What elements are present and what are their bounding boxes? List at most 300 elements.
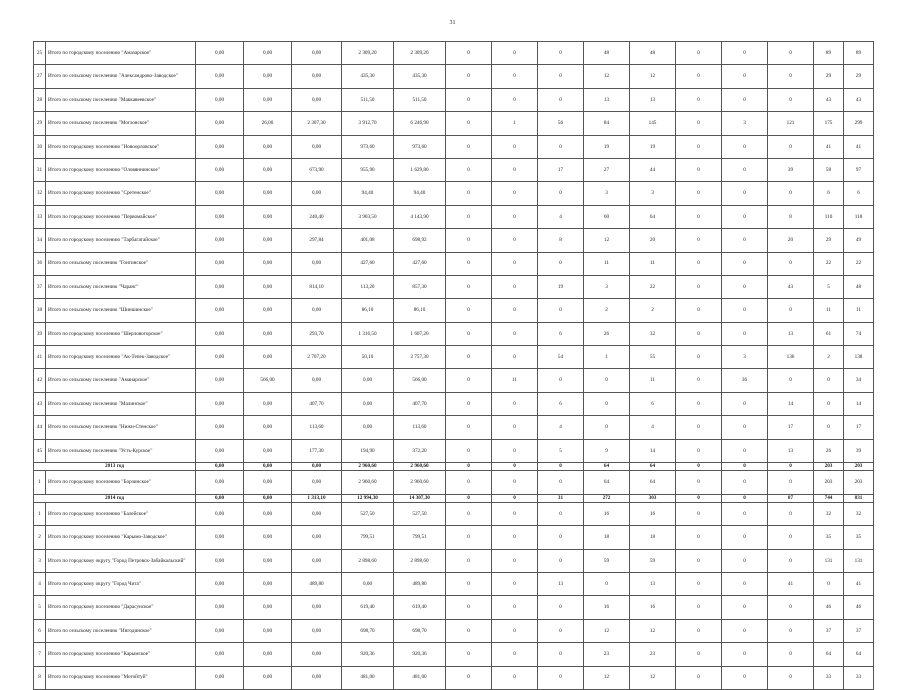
value-cell: 87 <box>768 494 814 502</box>
value-cell: 0,00 <box>196 299 244 322</box>
table-row <box>34 439 874 462</box>
value-cell: 0 <box>722 463 768 471</box>
value-cell: 26 <box>584 322 630 345</box>
settlement-name: Итого по сельскому поселению "Усть-Курское" <box>46 439 196 462</box>
value-cell: 0 <box>676 643 722 666</box>
value-cell: 23 <box>630 643 676 666</box>
value-cell: 3 <box>722 112 768 135</box>
row-number: 27 <box>34 65 46 88</box>
value-cell: 0 <box>446 322 492 345</box>
table-row <box>34 158 874 181</box>
value-cell: 22 <box>630 275 676 298</box>
value-cell: 0 <box>446 65 492 88</box>
value-cell: 0,00 <box>244 494 292 502</box>
table-row <box>34 572 874 595</box>
value-cell: 0 <box>768 549 814 572</box>
value-cell: 0 <box>768 502 814 525</box>
value-cell: 0,00 <box>196 275 244 298</box>
value-cell: 0 <box>492 494 538 502</box>
value-cell: 0,00 <box>196 596 244 619</box>
settlement-name: Итого по сельскому поселению "Могзонское" <box>46 112 196 135</box>
value-cell: 2 <box>584 299 630 322</box>
value-cell: 0,00 <box>342 392 394 415</box>
value-cell: 0 <box>722 392 768 415</box>
value-cell: 0 <box>722 643 768 666</box>
value-cell: 1 316,50 <box>342 322 394 345</box>
row-number: 34 <box>34 229 46 252</box>
value-cell: 0 <box>446 88 492 111</box>
value-cell: 0 <box>768 299 814 322</box>
value-cell: 17 <box>844 416 874 439</box>
value-cell: 131 <box>814 549 844 572</box>
value-cell: 41 <box>768 572 814 595</box>
value-cell: 32 <box>630 322 676 345</box>
value-cell: 3 <box>630 182 676 205</box>
value-cell: 41 <box>844 135 874 158</box>
value-cell: 36 <box>722 369 768 392</box>
value-cell: 744 <box>814 494 844 502</box>
value-cell: 0 <box>492 182 538 205</box>
value-cell: 0 <box>814 369 844 392</box>
value-cell: 0 <box>538 135 584 158</box>
value-cell: 0 <box>446 596 492 619</box>
value-cell: 0 <box>722 275 768 298</box>
value-cell: 29 <box>814 229 844 252</box>
value-cell: 0,00 <box>196 229 244 252</box>
value-cell: 303 <box>630 494 676 502</box>
value-cell: 0,00 <box>244 463 292 471</box>
value-cell: 61 <box>814 322 844 345</box>
value-cell: 0,00 <box>244 666 292 689</box>
value-cell: 973,60 <box>342 135 394 158</box>
settlement-name: Итого по городскому поселению "Могойтуй" <box>46 666 196 689</box>
value-cell: 0 <box>492 596 538 619</box>
value-cell: 814,10 <box>292 275 342 298</box>
value-cell: 435,30 <box>342 65 394 88</box>
value-cell: 60 <box>584 205 630 228</box>
value-cell: 0 <box>676 252 722 275</box>
value-cell: 0 <box>492 65 538 88</box>
value-cell: 194,90 <box>342 439 394 462</box>
value-cell: 0,00 <box>292 299 342 322</box>
value-cell: 0,00 <box>196 439 244 462</box>
value-cell: 0 <box>676 65 722 88</box>
value-cell: 12 <box>630 666 676 689</box>
value-cell: 0 <box>768 182 814 205</box>
value-cell: 29 <box>844 65 874 88</box>
value-cell: 0 <box>722 65 768 88</box>
value-cell: 12 <box>630 65 676 88</box>
value-cell: 9 <box>584 439 630 462</box>
value-cell: 0 <box>676 572 722 595</box>
value-cell: 0 <box>538 463 584 471</box>
value-cell: 33 <box>814 666 844 689</box>
value-cell: 6 246,90 <box>394 112 446 135</box>
value-cell: 2 960,60 <box>394 471 446 494</box>
value-cell: 0 <box>676 502 722 525</box>
value-cell: 64 <box>844 643 874 666</box>
settlement-name: Итого по сельскому поселению "Маккавеевское" <box>46 88 196 111</box>
table-row <box>34 299 874 322</box>
table-row <box>34 88 874 111</box>
table-row <box>34 369 874 392</box>
value-cell: 0,00 <box>244 182 292 205</box>
value-cell: 3 903,50 <box>342 205 394 228</box>
value-cell: 0,00 <box>244 619 292 642</box>
value-cell: 0 <box>446 549 492 572</box>
value-cell: 0 <box>676 88 722 111</box>
value-cell: 0 <box>814 572 844 595</box>
value-cell: 489,80 <box>292 572 342 595</box>
value-cell: 0 <box>676 322 722 345</box>
value-cell: 113,60 <box>394 416 446 439</box>
table-row <box>34 182 874 205</box>
value-cell: 0 <box>446 471 492 494</box>
value-cell: 131 <box>844 549 874 572</box>
value-cell: 23 <box>584 643 630 666</box>
value-cell: 64 <box>584 463 630 471</box>
value-cell: 34 <box>844 369 874 392</box>
row-number: 31 <box>34 158 46 181</box>
value-cell: 920,36 <box>342 643 394 666</box>
value-cell: 1 313,10 <box>292 494 342 502</box>
value-cell: 0 <box>676 229 722 252</box>
value-cell: 489,80 <box>394 572 446 595</box>
value-cell: 0 <box>768 471 814 494</box>
value-cell: 18 <box>630 526 676 549</box>
value-cell: 0 <box>492 88 538 111</box>
value-cell: 84 <box>584 112 630 135</box>
value-cell: 59 <box>584 549 630 572</box>
value-cell: 35 <box>814 526 844 549</box>
value-cell: 203 <box>844 471 874 494</box>
row-number: 42 <box>34 369 46 392</box>
value-cell: 0 <box>768 596 814 619</box>
settlement-name: Итого по городскому поселению "Балейское" <box>46 502 196 525</box>
settlement-name: Итого по городскому поселению "Амазарское" <box>46 42 196 65</box>
table-body <box>34 42 874 690</box>
value-cell: 0,00 <box>196 666 244 689</box>
row-number: 3 <box>34 549 46 572</box>
value-cell: 14 <box>630 439 676 462</box>
table-row <box>34 416 874 439</box>
value-cell: 0,00 <box>244 596 292 619</box>
value-cell: 11 <box>492 369 538 392</box>
value-cell: 11 <box>630 252 676 275</box>
value-cell: 0 <box>492 299 538 322</box>
row-number: 38 <box>34 299 46 322</box>
value-cell: 0 <box>676 275 722 298</box>
value-cell: 0,00 <box>196 42 244 65</box>
value-cell: 0 <box>722 572 768 595</box>
value-cell: 0 <box>538 182 584 205</box>
value-cell: 0,00 <box>292 643 342 666</box>
value-cell: 0,00 <box>196 463 244 471</box>
value-cell: 435,30 <box>394 65 446 88</box>
value-cell: 0,00 <box>292 369 342 392</box>
value-cell: 0 <box>492 439 538 462</box>
value-cell: 3 <box>722 346 768 369</box>
value-cell: 0,00 <box>292 526 342 549</box>
value-cell: 121 <box>768 112 814 135</box>
table-row <box>34 526 874 549</box>
value-cell: 0,00 <box>196 346 244 369</box>
value-cell: 0,00 <box>196 88 244 111</box>
value-cell: 13 <box>630 572 676 595</box>
value-cell: 2 898,60 <box>342 549 394 572</box>
value-cell: 8 <box>538 229 584 252</box>
value-cell: 0 <box>676 42 722 65</box>
value-cell: 0 <box>538 666 584 689</box>
value-cell: 566,00 <box>244 369 292 392</box>
value-cell: 0 <box>446 299 492 322</box>
value-cell: 0 <box>538 526 584 549</box>
value-cell: 118 <box>844 205 874 228</box>
value-cell: 0,00 <box>244 549 292 572</box>
value-cell: 0 <box>676 439 722 462</box>
value-cell: 0 <box>676 463 722 471</box>
value-cell: 0,00 <box>196 471 244 494</box>
value-cell: 0 <box>722 526 768 549</box>
value-cell: 0,00 <box>196 369 244 392</box>
value-cell: 113,20 <box>342 275 394 298</box>
value-cell: 17 <box>768 416 814 439</box>
value-cell: 831 <box>844 494 874 502</box>
value-cell: 0 <box>768 252 814 275</box>
value-cell: 64 <box>630 471 676 494</box>
value-cell: 698,70 <box>394 619 446 642</box>
row-number: 1 <box>34 471 46 494</box>
value-cell: 0 <box>538 549 584 572</box>
value-cell: 46 <box>844 596 874 619</box>
row-number: 8 <box>34 666 46 689</box>
value-cell: 0 <box>722 205 768 228</box>
value-cell: 2 757,30 <box>394 346 446 369</box>
value-cell: 64 <box>584 471 630 494</box>
value-cell: 0,00 <box>244 471 292 494</box>
value-cell: 0 <box>676 416 722 439</box>
value-cell: 5 <box>814 275 844 298</box>
value-cell: 32 <box>814 502 844 525</box>
value-cell: 14 <box>844 392 874 415</box>
row-number: 1 <box>34 502 46 525</box>
value-cell: 0,00 <box>196 322 244 345</box>
value-cell: 0 <box>492 643 538 666</box>
value-cell: 0 <box>446 369 492 392</box>
value-cell: 0,00 <box>244 526 292 549</box>
value-cell: 566,00 <box>394 369 446 392</box>
value-cell: 2 898,60 <box>394 549 446 572</box>
value-cell: 0,00 <box>244 252 292 275</box>
value-cell: 0,00 <box>244 205 292 228</box>
row-number: 29 <box>34 112 46 135</box>
value-cell: 14 307,30 <box>394 494 446 502</box>
year-label: 2014 год <box>34 494 196 502</box>
value-cell: 272 <box>584 494 630 502</box>
value-cell: 16 <box>584 596 630 619</box>
value-cell: 0 <box>446 112 492 135</box>
value-cell: 1 607,20 <box>394 322 446 345</box>
value-cell: 43 <box>844 88 874 111</box>
value-cell: 22 <box>844 252 874 275</box>
data-table <box>33 41 874 690</box>
value-cell: 18 <box>584 526 630 549</box>
value-cell: 0 <box>676 549 722 572</box>
settlement-name: Итого по городскому округу "Город Петровск-Забайкальский" <box>46 549 196 572</box>
value-cell: 58 <box>814 158 844 181</box>
value-cell: 6 <box>814 182 844 205</box>
value-cell: 2 707,20 <box>292 346 342 369</box>
value-cell: 203 <box>814 471 844 494</box>
table-total-row <box>34 463 874 471</box>
value-cell: 0 <box>446 275 492 298</box>
row-number: 5 <box>34 596 46 619</box>
value-cell: 6 <box>630 392 676 415</box>
value-cell: 0 <box>722 158 768 181</box>
value-cell: 0 <box>492 502 538 525</box>
value-cell: 0,00 <box>196 182 244 205</box>
value-cell: 0 <box>492 416 538 439</box>
year-label: 2013 год <box>34 463 196 471</box>
value-cell: 74 <box>844 322 874 345</box>
value-cell: 0 <box>492 392 538 415</box>
value-cell: 0 <box>446 205 492 228</box>
value-cell: 0 <box>722 494 768 502</box>
row-number: 33 <box>34 205 46 228</box>
value-cell: 175 <box>814 112 844 135</box>
value-cell: 0,00 <box>196 112 244 135</box>
value-cell: 0,00 <box>196 502 244 525</box>
value-cell: 0 <box>446 572 492 595</box>
row-number: 25 <box>34 42 46 65</box>
row-number: 36 <box>34 252 46 275</box>
table-row <box>34 502 874 525</box>
value-cell: 6 <box>538 392 584 415</box>
value-cell: 138 <box>844 346 874 369</box>
row-number: 41 <box>34 346 46 369</box>
value-cell: 203 <box>844 463 874 471</box>
value-cell: 297,84 <box>292 229 342 252</box>
value-cell: 0 <box>676 182 722 205</box>
settlement-name: Итого по городскому поселению "Тарбагатайское" <box>46 229 196 252</box>
value-cell: 89 <box>814 42 844 65</box>
value-cell: 0,00 <box>196 572 244 595</box>
value-cell: 0,00 <box>196 526 244 549</box>
value-cell: 49 <box>844 229 874 252</box>
value-cell: 41 <box>814 135 844 158</box>
row-number: 39 <box>34 322 46 345</box>
table-row <box>34 619 874 642</box>
value-cell: 26,00 <box>244 112 292 135</box>
value-cell: 0 <box>676 471 722 494</box>
value-cell: 0,00 <box>292 463 342 471</box>
value-cell: 0 <box>538 471 584 494</box>
settlement-name: Итого по городскому поселению "Оловяннинское" <box>46 158 196 181</box>
value-cell: 0 <box>722 252 768 275</box>
value-cell: 0,00 <box>196 494 244 502</box>
value-cell: 0,00 <box>196 158 244 181</box>
value-cell: 0,00 <box>196 416 244 439</box>
value-cell: 110 <box>814 205 844 228</box>
value-cell: 698,70 <box>342 619 394 642</box>
value-cell: 27 <box>584 158 630 181</box>
value-cell: 56 <box>538 112 584 135</box>
value-cell: 0 <box>492 205 538 228</box>
value-cell: 145 <box>630 112 676 135</box>
value-cell: 401,08 <box>342 229 394 252</box>
value-cell: 0 <box>676 392 722 415</box>
value-cell: 0,00 <box>292 135 342 158</box>
value-cell: 11 <box>844 299 874 322</box>
value-cell: 0 <box>446 346 492 369</box>
value-cell: 0 <box>676 135 722 158</box>
value-cell: 0,00 <box>244 643 292 666</box>
value-cell: 16 <box>630 502 676 525</box>
settlement-name: Итого по городскому поселению "Борзинское" <box>46 471 196 494</box>
value-cell: 0 <box>446 416 492 439</box>
value-cell: 2 307,30 <box>292 112 342 135</box>
value-cell: 0 <box>768 42 814 65</box>
value-cell: 2 960,60 <box>342 463 394 471</box>
value-cell: 619,40 <box>342 596 394 619</box>
value-cell: 11 <box>584 252 630 275</box>
value-cell: 0 <box>722 471 768 494</box>
value-cell: 0 <box>446 158 492 181</box>
value-cell: 0 <box>722 135 768 158</box>
settlement-name: Итого по городскому поселению "Шерловогорское" <box>46 322 196 345</box>
value-cell: 37 <box>814 619 844 642</box>
value-cell: 0 <box>492 549 538 572</box>
value-cell: 0 <box>538 643 584 666</box>
value-cell: 8 <box>768 205 814 228</box>
value-cell: 427,60 <box>342 252 394 275</box>
row-number: 6 <box>34 619 46 642</box>
value-cell: 481,00 <box>342 666 394 689</box>
value-cell: 0 <box>538 42 584 65</box>
value-cell: 0,00 <box>244 229 292 252</box>
value-cell: 0 <box>768 643 814 666</box>
value-cell: 50,10 <box>342 346 394 369</box>
value-cell: 113,60 <box>292 416 342 439</box>
value-cell: 0 <box>492 275 538 298</box>
value-cell: 527,50 <box>394 502 446 525</box>
value-cell: 0,00 <box>292 88 342 111</box>
value-cell: 86,10 <box>342 299 394 322</box>
value-cell: 407,70 <box>394 392 446 415</box>
row-number: 32 <box>34 182 46 205</box>
value-cell: 31 <box>538 494 584 502</box>
row-number: 44 <box>34 416 46 439</box>
value-cell: 33 <box>844 666 874 689</box>
value-cell: 12 <box>584 666 630 689</box>
value-cell: 0 <box>446 526 492 549</box>
value-cell: 0 <box>446 392 492 415</box>
value-cell: 0 <box>538 299 584 322</box>
value-cell: 0 <box>584 572 630 595</box>
settlement-name: Итого по сельскому поселению "Чаранг" <box>46 275 196 298</box>
value-cell: 13 <box>584 88 630 111</box>
value-cell: 0 <box>492 346 538 369</box>
value-cell: 0 <box>492 619 538 642</box>
value-cell: 0 <box>446 42 492 65</box>
value-cell: 4 <box>538 205 584 228</box>
value-cell: 0 <box>722 416 768 439</box>
value-cell: 94,40 <box>394 182 446 205</box>
value-cell: 13 <box>768 322 814 345</box>
value-cell: 0 <box>492 526 538 549</box>
value-cell: 0 <box>676 112 722 135</box>
value-cell: 0 <box>446 182 492 205</box>
